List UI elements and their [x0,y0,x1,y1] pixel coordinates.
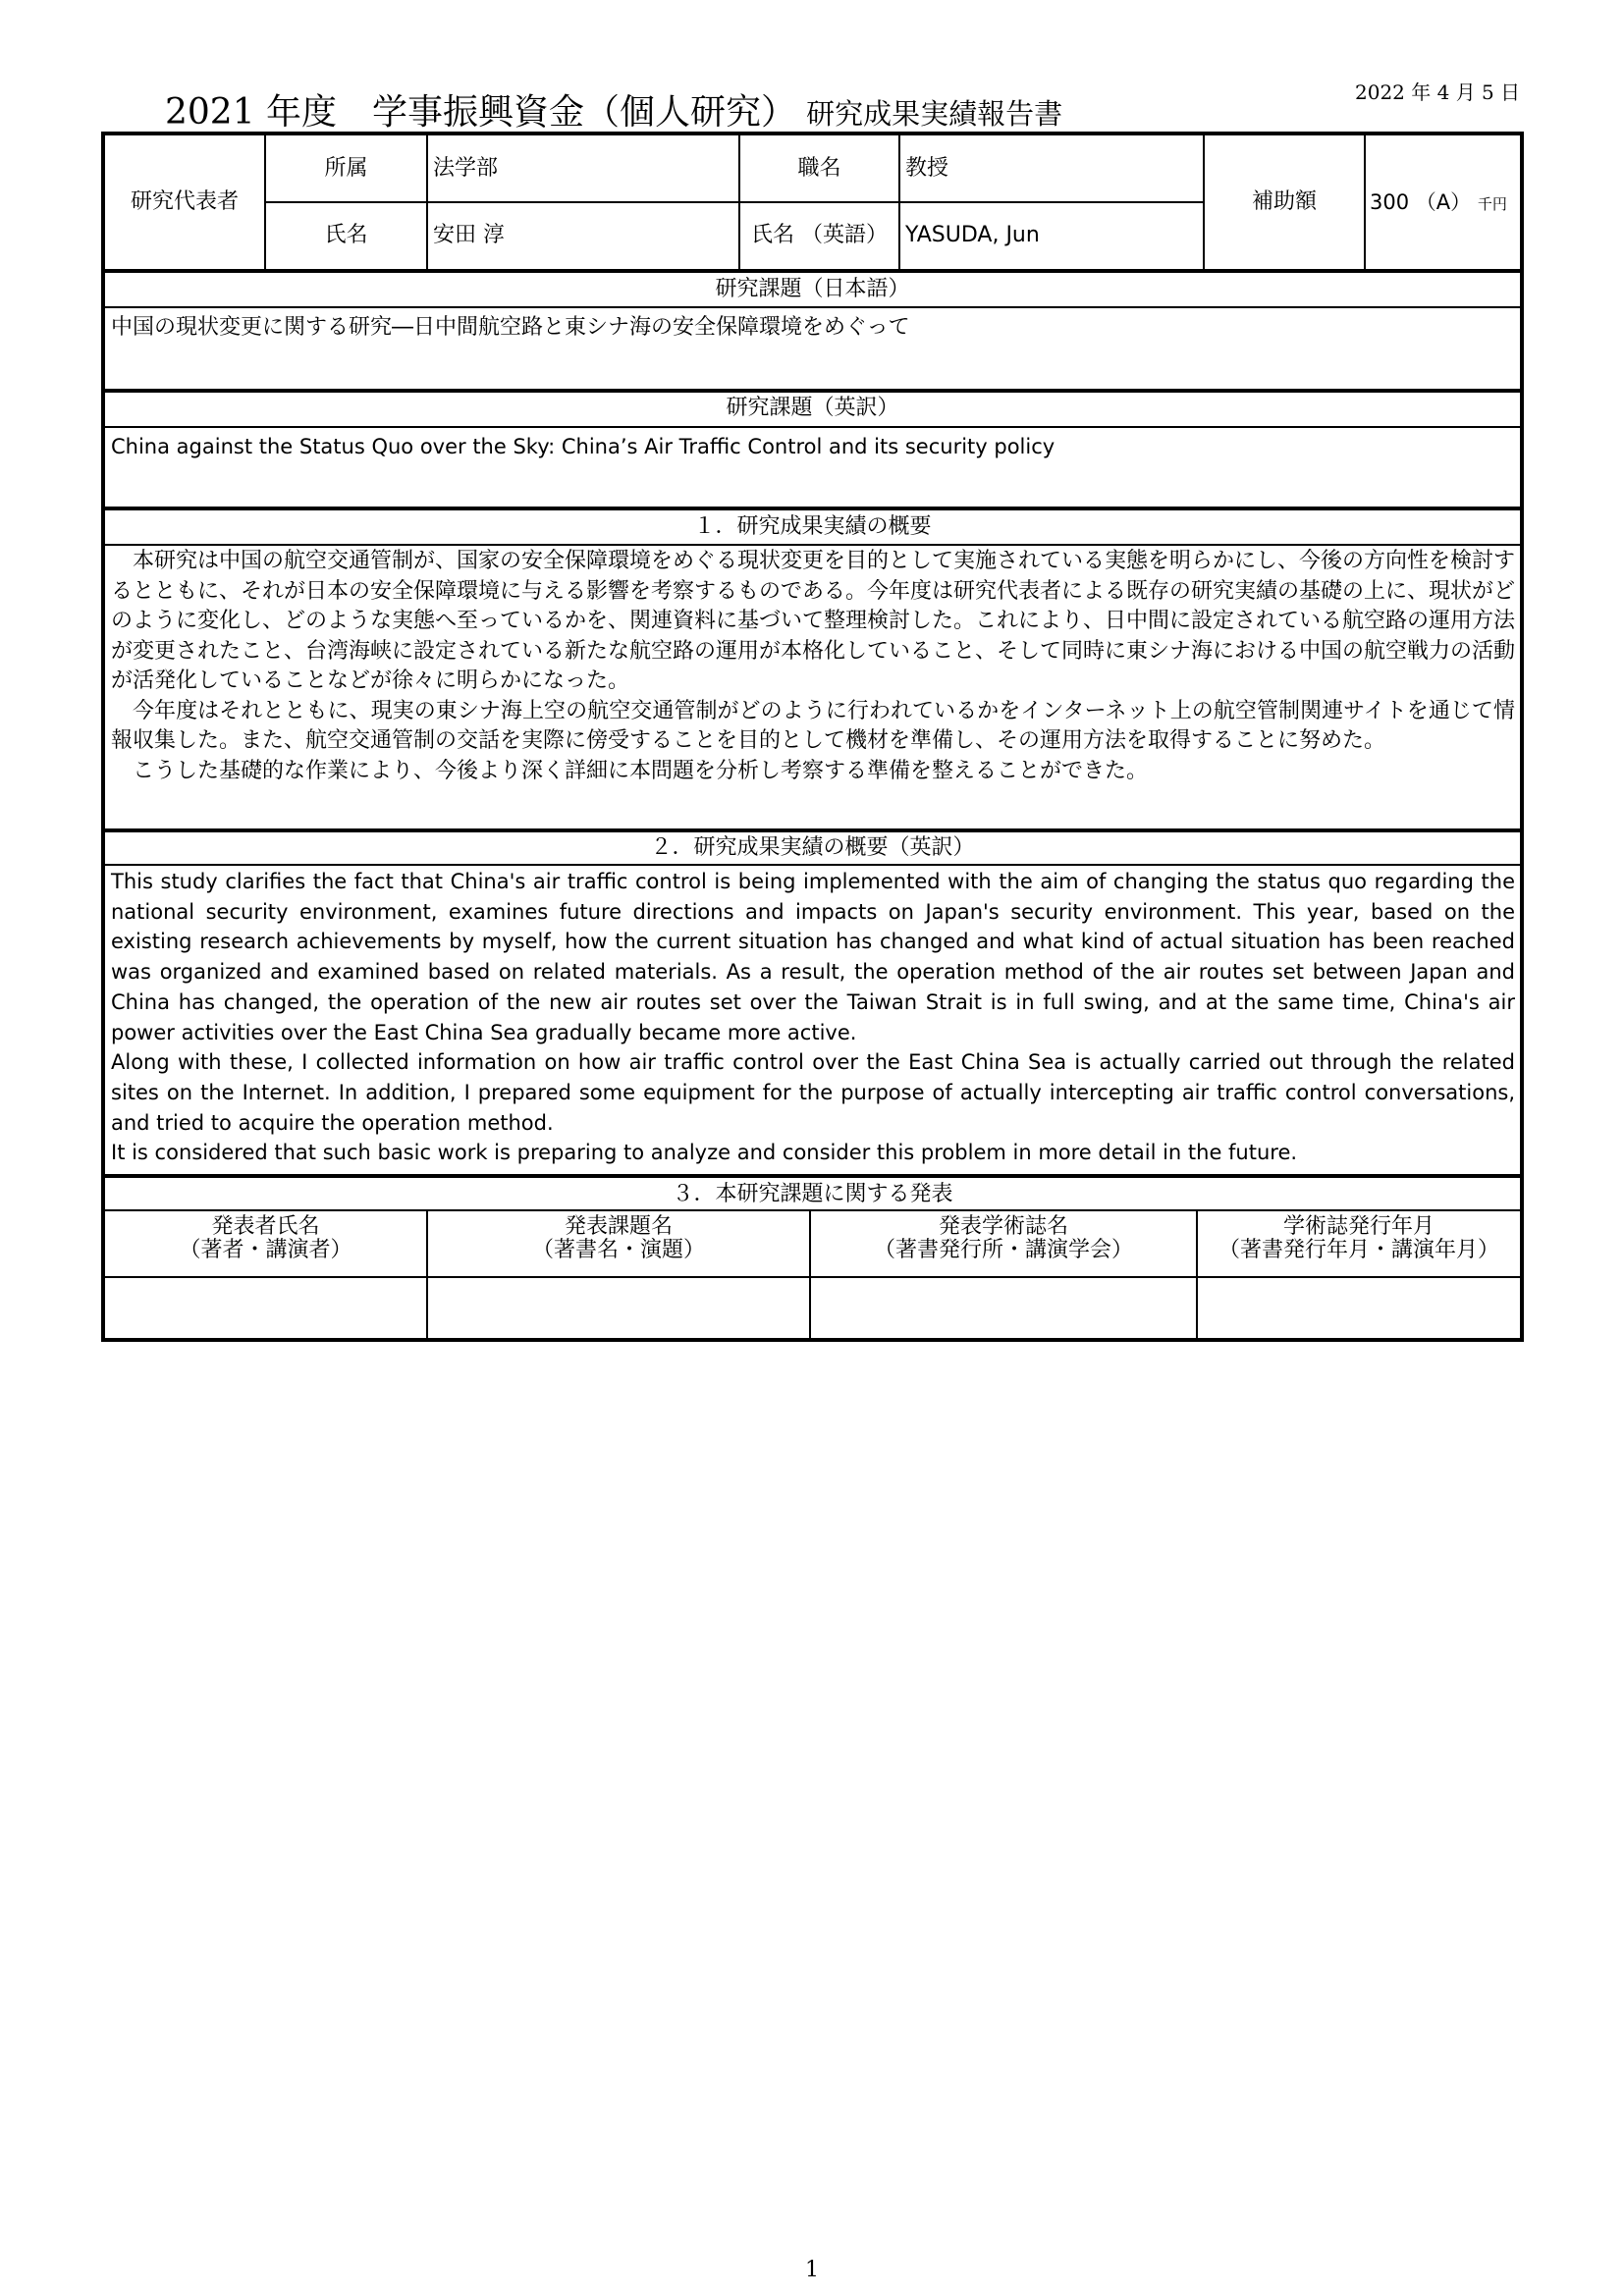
presentation-cell-title [428,1278,809,1338]
divider [105,1174,1520,1178]
summary-en-body [111,867,1515,1168]
divider [1364,135,1366,269]
col-subtitle: （著書名・演題） [531,1238,705,1262]
divider [105,864,1520,866]
name-value: 安田 淳 [433,223,505,247]
col-title: 発表者氏名 [211,1214,320,1239]
affiliation-label: 所属 [324,156,368,181]
presentations-heading: ３．本研究課題に関する発表 [672,1182,953,1206]
col-title: 発表学術誌名 [938,1214,1068,1239]
divider [105,507,1520,510]
summary-en-heading: ２．研究成果実績の概要（英訳） [650,835,975,860]
report-date: 2022 年 4 月 5 日 [1355,80,1521,104]
presentation-col-presenter [105,1215,426,1262]
report-form [101,132,1524,1342]
divider [105,389,1520,393]
topic-en-text: China against the Status Quo over the Sky: China’s Air Traffic Control and its security policy [111,435,1056,458]
divider [105,828,1520,832]
summary-jp-paragraph: こうした基礎的な作業により、今後より深く詳細に本問題を分析し考察する準備を整えることができた。 [133,758,1149,783]
topic-jp-text: 中国の現状変更に関する研究―日中間航空路と東シナ海の安全保障環境をめぐって [111,315,910,340]
divider [105,544,1520,546]
summary-en-paragraph: This study clarifies the fact that China's air traffic control is being implemented with the aim of changing the status quo regarding the national security environment, examines future directions and impacts on Japan's security environment. This year, based on the existing research achievements by myself, how the current situation has changed and what kind of actual situation has been reached was organized and examined based on related materials. As a result, the operation method of the air routes set between Japan and China has changed, the operation of the new air routes set over the Taiwan Strait is in full swing, and at the same time, China's air power activities over the East China Sea gradually became more active. [111,870,1515,1044]
col-title: 学術誌発行年月 [1282,1214,1435,1239]
col-subtitle: （著者・講演者） [179,1238,352,1262]
grant-unit: 千円 [1477,195,1507,213]
position-value: 教授 [905,156,949,181]
topic-jp-heading: 研究課題（日本語） [715,277,910,301]
page-number: 1 [805,2258,819,2282]
summary-jp-heading: １．研究成果実績の概要 [693,514,932,539]
divider [105,426,1520,428]
divider [264,201,1203,203]
divider [105,306,1520,308]
divider [105,1209,1520,1211]
presentation-col-date [1198,1215,1520,1262]
topic-en-heading: 研究課題（英訳） [726,396,899,420]
col-subtitle: （著書発行所・講演学会） [873,1238,1133,1262]
representative-label: 研究代表者 [130,189,239,214]
name-label: 氏名 [324,223,368,247]
presentation-cell-journal [811,1278,1196,1338]
summary-jp-paragraph: 本研究は中国の航空交通管制が、国家の安全保障環境をめぐる現状変更を目的として実施されている実態を明らかにし、今後の方向性を検討するとともに、それが日本の安全保障環境に与える影響を考察するものである。今年度は研究代表者による既存の研究実績の基礎の上に、現状がどのように変化し、どのような実態へ至っているかを、関連資料に基づいて整理検討した。これにより、日中間に設定されている航空路の運用方法が変更されたこと、台湾海峡に設定されている新たな航空路の運用が本格化していること、そして同時に東シナ海における中国の航空戦力の活動が活発化していることなどが徐々に明らかになった。 [111,549,1516,693]
summary-en-paragraph: It is considered that such basic work is preparing to analyze and consider this problem in more detail in the future. [111,1141,1298,1165]
col-title: 発表課題名 [564,1214,673,1239]
grant-label: 補助額 [1251,189,1317,214]
presentation-col-journal [811,1215,1196,1262]
summary-jp-body [111,547,1515,786]
report-title-sub: 研究成果実績報告書 [806,97,1063,131]
position-label: 職名 [797,156,841,181]
presentation-cell-presenter [105,1278,426,1338]
col-subtitle: （著書発行年月・講演年月） [1218,1238,1499,1262]
report-title-main: 2021 年度 学事振興資金（個人研究） [165,92,797,133]
report-title [165,84,1062,134]
name-en-value: YASUDA, Jun [905,223,1040,247]
affiliation-value: 法学部 [433,156,499,181]
summary-jp-paragraph: 今年度はそれとともに、現実の東シナ海上空の航空交通管制がどのように行われているかをインターネット上の航空管制関連サイトを通じて情報収集した。また、航空交通管制の交話を実際に傍受することを目的として機材を準備し、その運用方法を取得することに努めた。 [111,698,1515,753]
presentation-cell-date [1198,1278,1520,1338]
grant-amount [1370,188,1519,218]
summary-en-paragraph: Along with these, I collected information on how air traffic control over the East China Sea is actually carried out through the related sites on the Internet. In addition, I prepared some equipment for the purpose of actually intercepting air traffic control conversations, and tried to acquire the operation method. [111,1050,1515,1135]
grant-value: 300 （A） [1370,190,1472,214]
divider [105,269,1520,273]
name-en-label: 氏名 （英語） [751,223,888,247]
presentation-col-title [428,1215,809,1262]
